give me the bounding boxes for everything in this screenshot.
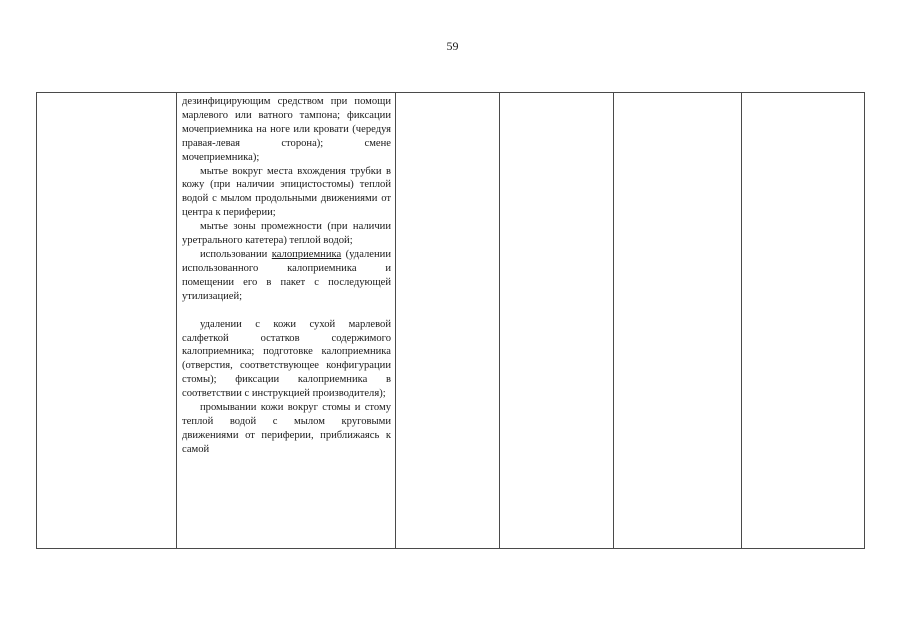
page-number: 59 (446, 39, 459, 53)
paragraph: мытье зоны промежности (при наличии уретрального катетера) теплой водой; (182, 221, 391, 247)
table-cell-empty (614, 93, 742, 549)
paragraph: мытье вокруг места вхождения трубки в кожу (при наличии эпицистостомы) теплой водой с мылом продольными движениями от центра к периферии; (182, 165, 391, 219)
table-cell-procedure-text (177, 93, 396, 549)
paragraph-text: использовании (200, 248, 272, 260)
paragraph: удалении с кожи сухой марлевой салфеткой остатков содержимого калоприемника; подготовке калоприемника (отверстия, соответствующее конфигурации стомы); фиксации калоприемника в соответствии с инструкцией производителя); (182, 318, 391, 400)
paragraph: дезинфицирующим средством при помощи марлевого или ватного тампона; фиксации мочеприемника на ноге или кровати (чередуя правая-левая сторона); смене мочеприемника); (182, 96, 391, 163)
table-cell-empty (396, 93, 500, 549)
paragraph-text: (удалении использованного калоприемника и помещении его в пакет с последующей утилизацией; (182, 248, 391, 302)
document-table (36, 92, 865, 549)
table-cell-empty (500, 93, 614, 549)
table-cell-empty (742, 93, 865, 549)
underlined-term: калоприемника (271, 248, 342, 260)
paragraph-colostomy-bag (182, 248, 391, 304)
spacer (182, 304, 391, 318)
paragraph: промывании кожи вокруг стомы и стому теплой водой с мылом круговыми движениями от периферии, приближаясь к самой (182, 402, 391, 455)
table-cell-empty (37, 93, 177, 549)
table-row (37, 93, 865, 549)
